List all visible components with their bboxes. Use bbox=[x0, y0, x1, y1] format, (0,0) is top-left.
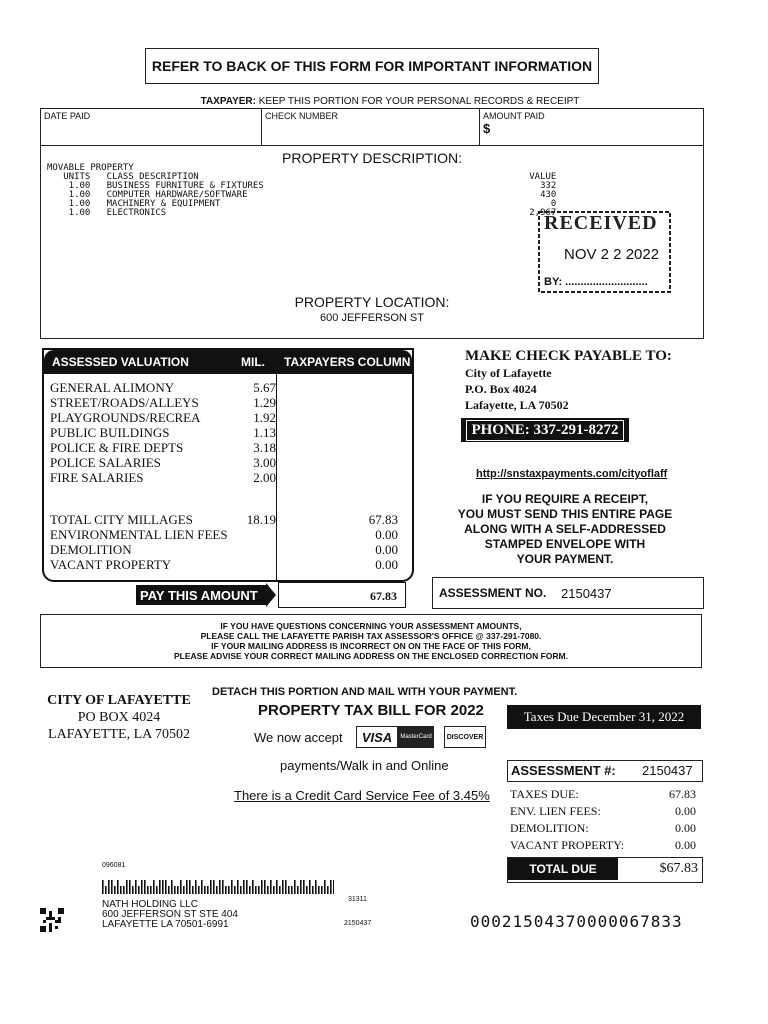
row-label: PLAYGROUNDS/RECREA bbox=[50, 410, 201, 425]
row-amount: 0.00 bbox=[375, 527, 398, 542]
payable-line: Lafayette, LA 70502 bbox=[465, 398, 569, 412]
row-mil: 1.29 bbox=[253, 395, 276, 410]
receipt-line: IF YOU REQUIRE A RECEIPT, bbox=[481, 492, 649, 506]
receipt-line: ALONG WITH A SELF-ADDRESSED bbox=[464, 522, 666, 536]
notice-line: PLEASE CALL THE LAFAYETTE PARISH TAX ASSESSOR'S OFFICE @ 337-291-7080. bbox=[200, 631, 542, 641]
due-row bbox=[510, 804, 698, 820]
row-label: TOTAL CITY MILLAGES bbox=[50, 512, 193, 527]
total-due-value: $67.83 bbox=[659, 861, 698, 876]
mailing-line: 600 JEFFERSON ST STE 404 bbox=[102, 909, 238, 920]
received-stamp bbox=[538, 210, 672, 294]
assessed-row bbox=[44, 395, 412, 410]
row-label: VACANT PROPERTY bbox=[50, 557, 172, 572]
mailing-address bbox=[102, 900, 238, 930]
row-mil: 18.19 bbox=[246, 512, 276, 527]
assessed-row bbox=[44, 542, 412, 557]
row-label: POLICE SALARIES bbox=[50, 455, 161, 470]
info-banner bbox=[145, 48, 599, 84]
row-label: STREET/ROADS/ALLEYS bbox=[50, 395, 199, 410]
taxpayer-note bbox=[40, 96, 740, 107]
pay-amount-value: 67.83 bbox=[370, 589, 397, 603]
assessed-row bbox=[44, 425, 412, 440]
assessment-number-box-lower bbox=[507, 760, 703, 782]
property-listing: MOVABLE PROPERTY UNITS CLASS DESCRIPTION VALUE 1.00 BUSINESS FURNITURE & FIXTURES 332 1.00 COMPUTER HARDWARE/SOFTWARE 430 1.00 MACHINERY & EQUIPMENT 0 1.00 ELECTRONICS 2,967 bbox=[47, 163, 557, 218]
row-mil: 3.18 bbox=[253, 440, 276, 455]
receipt-note bbox=[440, 492, 690, 567]
due-value: 0.00 bbox=[675, 821, 696, 835]
payment-website-link[interactable]: http://snstaxpayments.com/cityoflaff bbox=[476, 468, 668, 480]
assessed-row bbox=[44, 380, 412, 395]
row-amount: 67.83 bbox=[368, 512, 398, 527]
mail-code: 096081 bbox=[102, 862, 126, 869]
amount-symbol: $ bbox=[483, 121, 491, 136]
row-mil: 2.00 bbox=[253, 470, 276, 485]
payable-line: P.O. Box 4024 bbox=[465, 382, 537, 396]
payment-methods: payments/Walk in and Online bbox=[280, 758, 449, 773]
row-label: ENVIRONMENTAL LIEN FEES bbox=[50, 527, 228, 542]
mailing-side-code: 2150437 bbox=[344, 920, 372, 927]
notice-line: PLEASE ADVISE YOUR CORRECT MAILING ADDRESS ON THE ENCLOSED CORRECTION FORM. bbox=[173, 651, 569, 661]
total-due-box bbox=[507, 857, 703, 883]
mailing-line: LAFAYETTE LA 70501-6991 bbox=[102, 919, 229, 930]
payable-title: MAKE CHECK PAYABLE TO: bbox=[465, 348, 672, 364]
accept-text: We now accept bbox=[254, 730, 343, 745]
amount-paid-field[interactable] bbox=[479, 109, 703, 145]
receipt-line: STAMPED ENVELOPE WITH bbox=[484, 537, 646, 551]
assessment-number-box bbox=[432, 577, 704, 609]
assessment-value: 2150437 bbox=[561, 586, 612, 601]
assessed-row bbox=[44, 512, 412, 527]
stamp-date: NOV 2 2 2022 bbox=[564, 246, 660, 263]
banner-text: REFER TO BACK OF THIS FORM FOR IMPORTANT INFORMATION bbox=[151, 58, 593, 74]
due-label: TAXES DUE: bbox=[510, 787, 579, 801]
notice-line: IF YOU HAVE QUESTIONS CONCERNING YOUR ASSESSMENT AMOUNTS, bbox=[220, 621, 522, 631]
assessed-row bbox=[44, 557, 412, 572]
visa-logo-icon: VISA bbox=[356, 726, 398, 748]
assessed-row bbox=[44, 440, 412, 455]
property-description-title: PROPERTY DESCRIPTION: bbox=[282, 150, 462, 166]
detach-instruction: DETACH THIS PORTION AND MAIL WITH YOUR PAYMENT. bbox=[212, 686, 518, 698]
assessed-row bbox=[44, 410, 412, 425]
bill-title: PROPERTY TAX BILL FOR 2022 bbox=[258, 702, 484, 719]
city-address bbox=[34, 692, 204, 743]
due-value: 0.00 bbox=[675, 804, 696, 818]
header-taxpayers: TAXPAYERS COLUMN bbox=[284, 355, 411, 369]
row-label: GENERAL ALIMONY bbox=[50, 380, 175, 395]
phone-number: PHONE: 337-291-8272 bbox=[466, 420, 623, 441]
assessed-row bbox=[44, 455, 412, 470]
check-number-field[interactable] bbox=[261, 109, 479, 145]
row-label: FIRE SALARIES bbox=[50, 470, 144, 485]
receipt-line: YOUR PAYMENT. bbox=[516, 552, 614, 566]
mastercard-logo-icon: MasterCard bbox=[398, 726, 434, 748]
pay-amount-box bbox=[278, 582, 406, 608]
city-name: CITY OF LAFAYETTE bbox=[47, 693, 191, 708]
discover-logo-icon: DISCOVER bbox=[444, 726, 486, 748]
taxpayer-label: TAXPAYER: bbox=[200, 96, 256, 107]
receipt-line: YOU MUST SEND THIS ENTIRE PAGE bbox=[457, 507, 673, 521]
payable-line: City of Lafayette bbox=[465, 366, 552, 380]
taxpayer-note-text: KEEP THIS PORTION FOR YOUR PERSONAL RECORDS & RECEIPT bbox=[255, 96, 580, 107]
assessed-valuation-header bbox=[44, 350, 412, 374]
due-label: ENV. LIEN FEES: bbox=[510, 804, 601, 818]
property-location-title: PROPERTY LOCATION: bbox=[294, 294, 450, 310]
total-due-label: TOTAL DUE bbox=[508, 858, 618, 880]
due-row bbox=[510, 821, 698, 837]
row-label: POLICE & FIRE DEPTS bbox=[50, 440, 184, 455]
due-label: VACANT PROPERTY: bbox=[510, 838, 625, 852]
mailing-line: NATH HOLDING LLC bbox=[102, 899, 198, 910]
row-amount: 0.00 bbox=[375, 542, 398, 557]
header-assessed: ASSESSED VALUATION bbox=[52, 355, 189, 369]
row-amount: 0.00 bbox=[375, 557, 398, 572]
date-paid-field[interactable] bbox=[41, 109, 261, 145]
property-location-value: 600 JEFFERSON ST bbox=[320, 312, 424, 324]
pay-this-amount-label: PAY THIS AMOUNT bbox=[136, 585, 268, 605]
check-number-label: CHECK NUMBER bbox=[265, 111, 339, 121]
city-box: PO BOX 4024 bbox=[77, 710, 161, 725]
phone-banner bbox=[461, 418, 629, 442]
amount-paid-label: AMOUNT PAID bbox=[483, 111, 545, 121]
payment-fields-row bbox=[40, 108, 704, 146]
header-mil: MIL. bbox=[241, 355, 265, 369]
row-label: PUBLIC BUILDINGS bbox=[50, 425, 170, 440]
due-row bbox=[510, 787, 698, 803]
row-mil: 5.67 bbox=[253, 380, 276, 395]
assessment-label-lower: ASSESSMENT #: bbox=[511, 763, 616, 778]
row-mil: 3.00 bbox=[253, 455, 276, 470]
row-mil: 1.13 bbox=[253, 425, 276, 440]
assessment-value-lower: 2150437 bbox=[642, 763, 693, 778]
row-label: DEMOLITION bbox=[50, 542, 132, 557]
payment-scanline: 00021504370000067833 bbox=[470, 912, 683, 931]
date-paid-label: DATE PAID bbox=[44, 111, 91, 121]
due-date-banner: Taxes Due December 31, 2022 bbox=[507, 705, 701, 729]
qr-code-icon bbox=[40, 908, 64, 932]
assessment-notice bbox=[40, 614, 702, 668]
assessed-row bbox=[44, 470, 412, 485]
stamp-title: RECEIVED bbox=[544, 212, 658, 234]
due-value: 67.83 bbox=[669, 787, 696, 801]
due-value: 0.00 bbox=[675, 838, 696, 852]
card-fee-notice: There is a Credit Card Service Fee of 3.45% bbox=[234, 788, 490, 803]
assessed-row bbox=[44, 527, 412, 542]
postal-barcode-icon bbox=[102, 880, 334, 894]
due-row bbox=[510, 838, 698, 854]
stamp-by: BY: ........................... bbox=[544, 276, 648, 288]
assessment-label: ASSESSMENT NO. bbox=[439, 586, 547, 600]
arrow-right-icon bbox=[266, 583, 276, 607]
notice-line: IF YOUR MAILING ADDRESS IS INCORRECT ON ON THE FACE OF THIS FORM, bbox=[211, 641, 531, 651]
due-label: DEMOLITION: bbox=[510, 821, 589, 835]
city-location: LAFAYETTE, LA 70502 bbox=[48, 727, 190, 742]
barcode-side-code: 31311 bbox=[348, 896, 367, 903]
row-mil: 1.92 bbox=[253, 410, 276, 425]
assessed-valuation-table bbox=[42, 348, 414, 582]
